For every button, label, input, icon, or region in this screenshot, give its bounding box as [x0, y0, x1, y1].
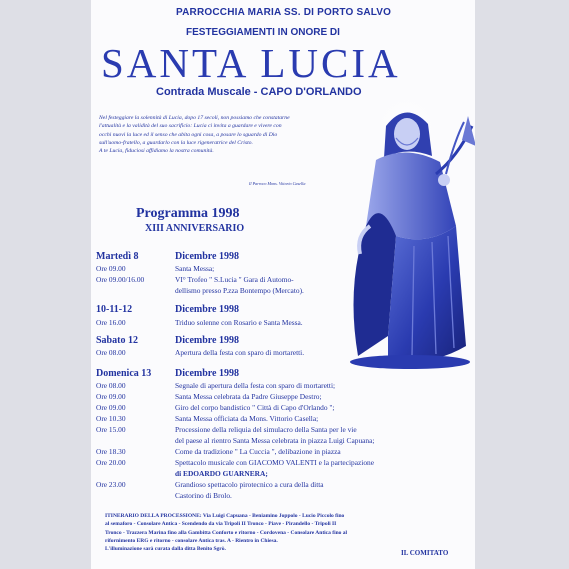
itinerary-line: Tronco - Trazzera Marina fino alla Gambitta Conforto e ritorno - Cordovena - Consolare Antica fino al — [105, 529, 348, 536]
day-label: 10-11-12 — [96, 304, 133, 315]
intro-text — [99, 114, 345, 155]
day-date: Dicembre 1998 — [175, 335, 239, 346]
event-time: Ore 09.00/16.00 — [96, 275, 145, 284]
event-text: dellismo presso P.zza Bontempo (Mercato). — [175, 286, 304, 295]
intro-line: Nel festeggiare la solennità di Lucia, dopo 17 secoli, non possiamo che constatarne — [99, 115, 290, 121]
event-time: Ore 09.00 — [96, 392, 126, 401]
event-text: Santa Messa celebrata da Padre Giuseppe Destro; — [175, 392, 322, 401]
day-label: Domenica 13 — [96, 368, 152, 379]
event-text: Santa Messa officiata da Mons. Vittorio Casella; — [175, 414, 319, 423]
intro-line: A te Lucia, fiduciosi affidiamo la nostra comunità. — [99, 148, 214, 155]
event-text: Spettacolo musicale con GIACOMO VALENTI e la partecipazione — [175, 458, 375, 467]
event-time: Ore 08.00 — [96, 381, 126, 390]
event-time: Ore 09.00 — [96, 264, 126, 273]
event-text: Castorino di Brolo. — [175, 491, 232, 500]
day-date: Dicembre 1998 — [175, 304, 239, 315]
intro-line: l'attualità e la validità del suo sacrificio: Lucia ci invita a guardare e vivere con — [99, 123, 282, 130]
event-text: Come da tradizione " La Cuccia ", delibazione in piazza — [175, 447, 341, 456]
intro-line: occhi nuovi la luce ed il senso che abita ogni cosa, a posare lo sguardo di Dio — [99, 131, 278, 138]
event-text: Processione della reliquia del simulacro della Santa per le vie — [175, 425, 357, 434]
festivities-header: FESTEGGIAMENTI IN ONORE DI — [186, 27, 340, 38]
itinerary-line: al semaforo - Consolare Antica - Scendendo da via Tripoli II Tronco - Piave - Pirandello - Tripoli II — [105, 521, 337, 528]
event-time: Ore 18.30 — [96, 447, 126, 456]
event-text: Triduo solenne con Rosario e Santa Messa. — [175, 318, 303, 327]
day-label: Martedì 8 — [96, 251, 139, 262]
event-text: VI° Trofeo " S.Lucia " Gara di Automo- — [175, 275, 294, 284]
event-time: Ore 16.00 — [96, 318, 126, 327]
day-label: Sabato 12 — [96, 335, 138, 346]
programme-title: Programma 1998 — [136, 206, 240, 221]
event-text: del paese al rientro Santa Messa celebrata in piazza Luigi Capuana; — [175, 436, 375, 445]
day-date: Dicembre 1998 — [175, 251, 239, 262]
event-time: Ore 20.00 — [96, 458, 126, 467]
event-text: Apertura della festa con sparo di mortaretti. — [175, 348, 305, 357]
intro-line: sull'uomo-fratello, a guardarlo con la luce rigeneratrice del Cristo. — [99, 139, 253, 146]
event-time: Ore 08.00 — [96, 348, 126, 357]
event-time: Ore 10.30 — [96, 414, 126, 423]
itinerary-line: rifornimento ERG e ritorno - consolare Antica tras. A - Rientro in Chiesa. — [105, 537, 278, 544]
event-time: Ore 23.00 — [96, 480, 126, 489]
parish-header: PARROCCHIA MARIA SS. DI PORTO SALVO — [176, 7, 392, 18]
programme-subtitle: XIII ANNIVERSARIO — [145, 223, 245, 234]
itinerary-line: ITINERARIO DELLA PROCESSIONE: Via Luigi Capuana - Beniamino Joppolo - Lucio Piccolo fino — [105, 513, 345, 519]
event-text: di EDOARDO GUARNERA; — [175, 469, 268, 478]
place-subtitle: Contrada Muscale - CAPO D'ORLANDO — [156, 86, 362, 98]
event-text: Segnale di apertura della festa con sparo di mortaretti; — [175, 381, 336, 390]
saint-title: SANTA LUCIA — [101, 40, 401, 86]
event-time: Ore 09.00 — [96, 403, 126, 412]
santa-lucia-statue-image — [336, 86, 475, 370]
itinerary-line: L'illuminazione sarà curata dalla ditta Benito Sgrò. — [105, 546, 226, 553]
procession-itinerary — [105, 512, 459, 553]
intro-signature: Il Parroco Mons. Vittorio Casella — [249, 181, 306, 186]
day-date: Dicembre 1998 — [175, 368, 239, 379]
poster-sheet — [91, 0, 475, 569]
event-text: Giro del corpo bandistico " Città di Capo d'Orlando "; — [175, 403, 335, 412]
committee-signature: IL COMITATO — [401, 549, 449, 557]
event-text: Santa Messa; — [175, 264, 215, 273]
event-text: Grandioso spettacolo pirotecnico a cura della ditta — [175, 480, 324, 489]
event-time: Ore 15.00 — [96, 425, 126, 434]
